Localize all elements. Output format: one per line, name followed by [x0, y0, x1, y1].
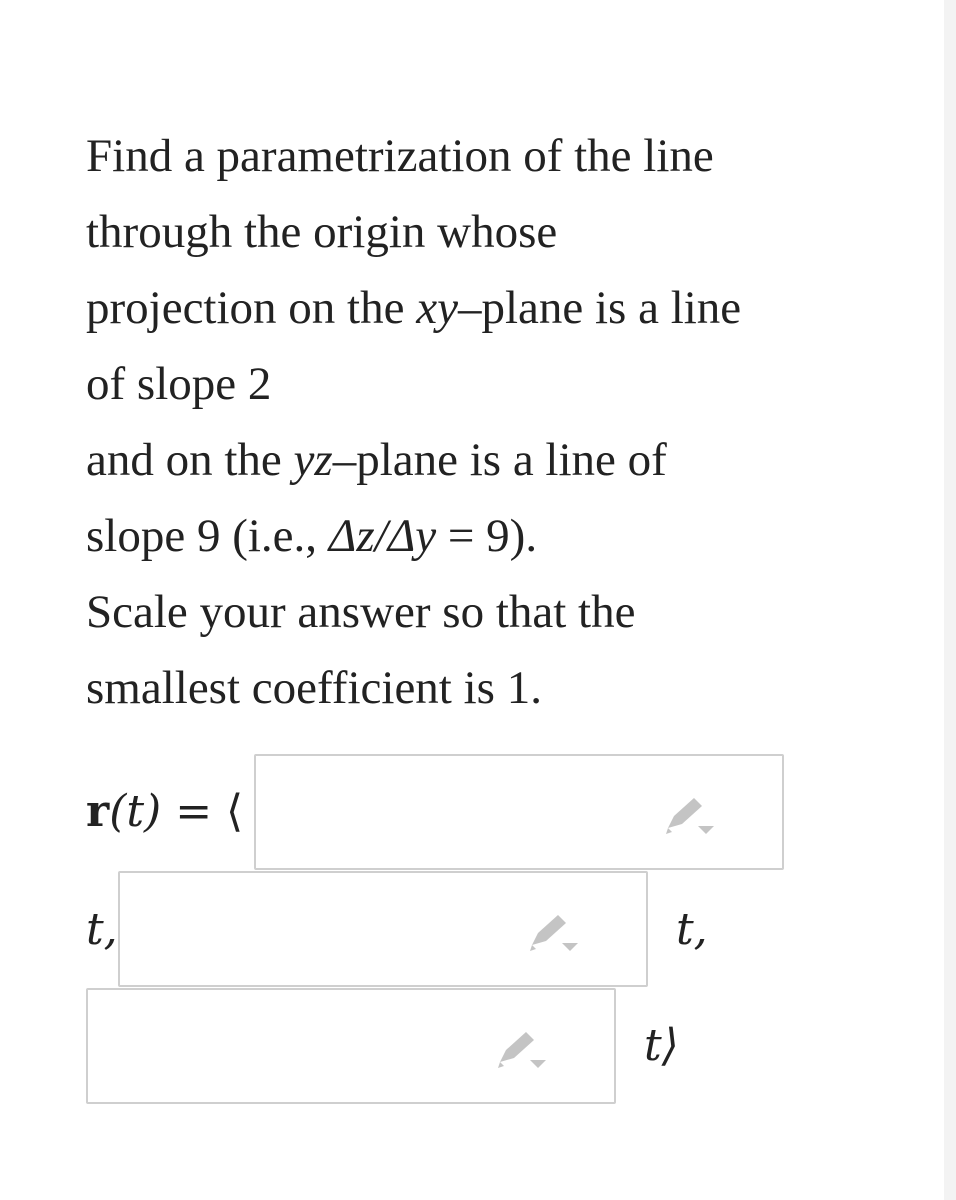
t-comma-label-2: t, — [676, 904, 708, 955]
question-line: Scale your answer so that the — [86, 586, 636, 638]
math-xy: xy — [416, 282, 458, 334]
pencil-dropdown-icon[interactable] — [660, 792, 720, 840]
answer-input-1[interactable] — [266, 766, 692, 858]
question-line: and on the yz–plane is a line of — [86, 434, 667, 486]
question-line: Find a parametrization of the line — [86, 130, 714, 182]
page-scrollbar[interactable] — [944, 0, 956, 1200]
question-line: projection on the xy–plane is a line — [86, 282, 742, 334]
answer-field-1[interactable] — [254, 754, 784, 870]
math-yz: yz — [293, 434, 333, 486]
answer-field-2[interactable] — [118, 871, 648, 987]
question-line: smallest coefficient is 1. — [86, 662, 542, 714]
pencil-dropdown-icon[interactable] — [492, 1026, 552, 1074]
answer-input-2[interactable] — [130, 883, 556, 975]
answer-input-3[interactable] — [98, 1000, 524, 1092]
question-line: of slope 2 — [86, 358, 272, 410]
t-comma-label-1: t, — [86, 904, 118, 955]
math-delta-ratio: Δz/Δy — [328, 510, 437, 562]
answer-field-3[interactable] — [86, 988, 616, 1104]
t-close-label: t⟩ — [644, 1020, 679, 1071]
r-of-t-label: r(t) = ⟨ — [86, 786, 244, 837]
question-line: slope 9 (i.e., Δz/Δy = 9). — [86, 510, 538, 562]
pencil-dropdown-icon[interactable] — [524, 909, 584, 957]
question-line: through the origin whose — [86, 206, 558, 258]
question-text — [86, 118, 856, 726]
